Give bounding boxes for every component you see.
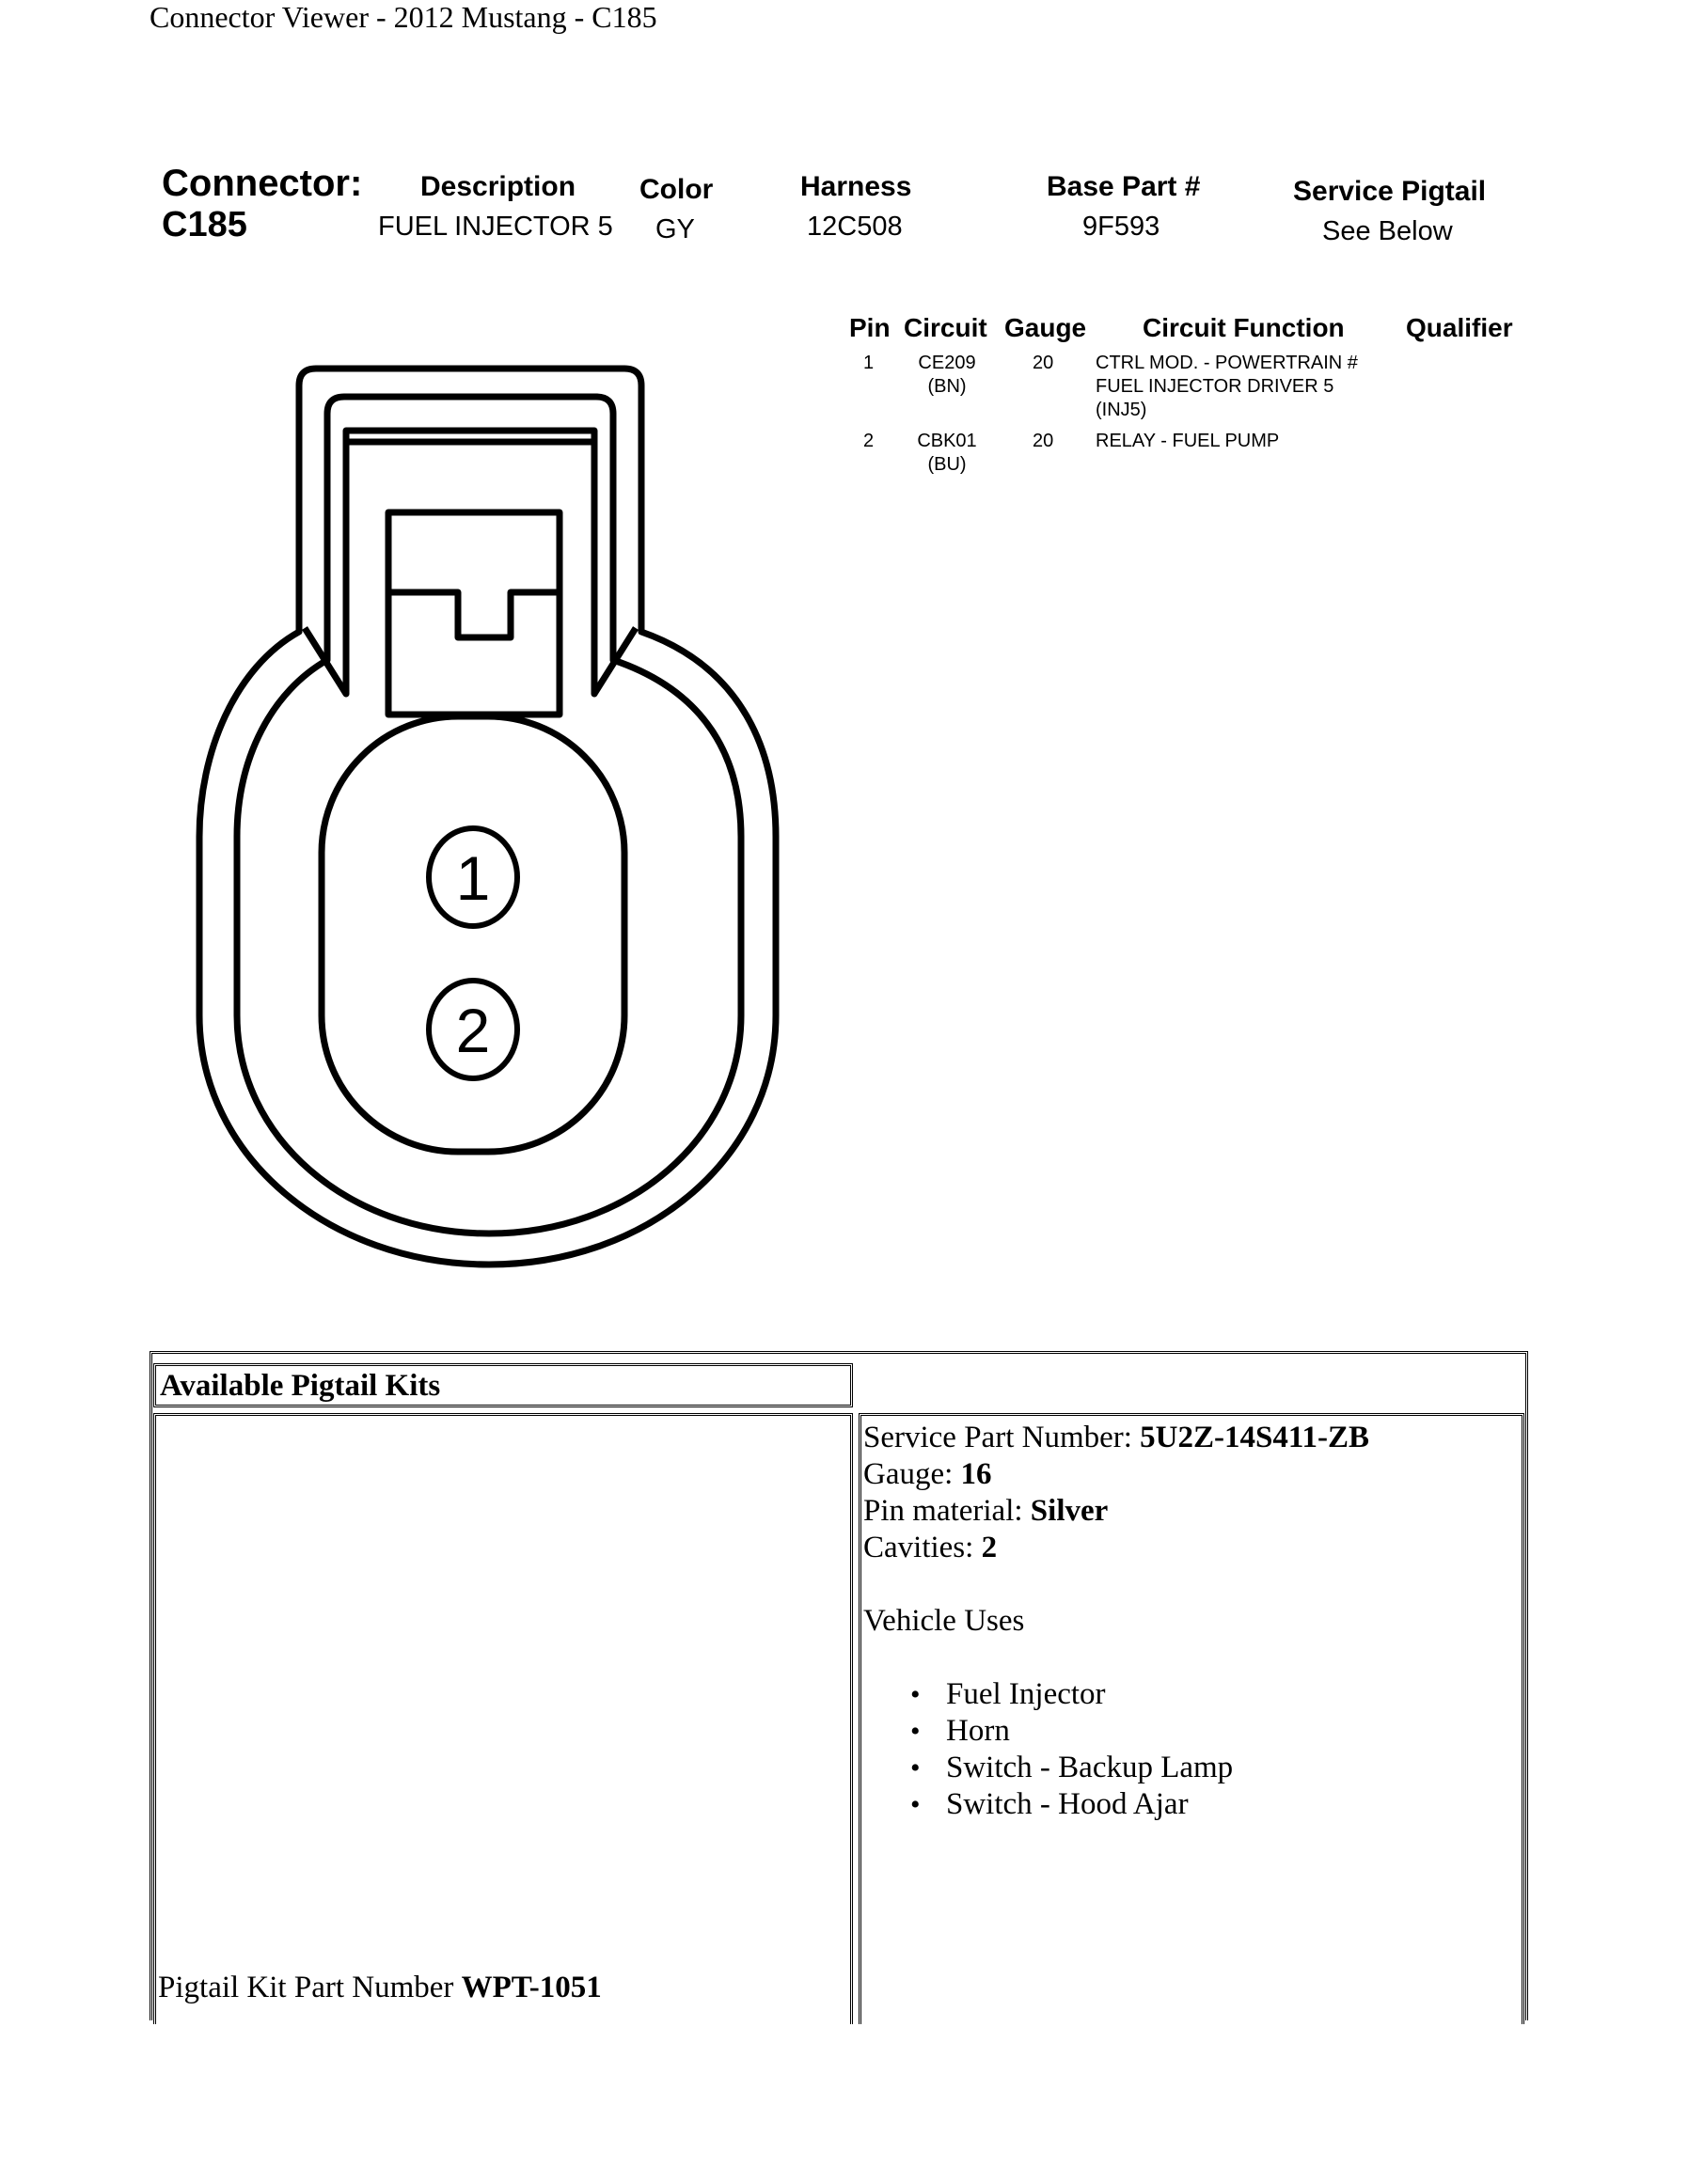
qualifier-column-header: Qualifier — [1406, 313, 1513, 342]
latch-window — [388, 512, 560, 715]
latch-notch — [388, 592, 560, 637]
circuit-id: CE209 — [918, 353, 976, 373]
vehicle-uses-label: Vehicle Uses — [863, 1604, 1025, 1638]
description-value: FUEL INJECTOR 5 — [378, 212, 613, 242]
vehicle-uses-list — [863, 1676, 1369, 1823]
pigtail-kit-image-cell — [153, 1413, 853, 2024]
service-pigtail-header: Service Pigtail — [1293, 176, 1487, 207]
pigtail-kit-details — [863, 1420, 1369, 1823]
wire-color: (BU) — [927, 454, 967, 475]
pigtail-gauge: Gauge: 16 — [863, 1457, 992, 1491]
base-part-header: Base Part # — [1047, 171, 1201, 202]
pin-2-label: 2 — [455, 996, 491, 1065]
pin-cavity-outline — [322, 716, 624, 1152]
pigtail-kit-header-cell — [153, 1363, 853, 1407]
color-header: Color — [639, 174, 714, 205]
circuit-function-line: RELAY - FUEL PUMP — [1096, 431, 1280, 451]
connector-outer-shell — [199, 369, 776, 1265]
harness-value: 12C508 — [807, 212, 903, 242]
list-item: • Fuel Injector — [863, 1676, 1369, 1713]
list-item: • Horn — [863, 1713, 1369, 1750]
pin-number: 2 — [863, 431, 875, 451]
circuit-function-line: FUEL INJECTOR DRIVER 5 — [1096, 376, 1334, 397]
service-pigtail-value: See Below — [1322, 216, 1453, 246]
pin-column-header: Pin — [849, 313, 891, 342]
color-value: GY — [655, 214, 695, 244]
gauge-column-header: Gauge — [1004, 313, 1087, 342]
pin-1-label: 1 — [455, 843, 491, 913]
page-title: Connector Viewer - 2012 Mustang - C185 — [150, 0, 657, 34]
connector-inner-shell — [237, 397, 741, 1233]
connector-id: C185 — [162, 205, 247, 244]
connector-face-diagram — [188, 357, 790, 1279]
latch-tab-outline — [305, 431, 636, 694]
harness-header: Harness — [800, 171, 912, 202]
circuit-column-header: Circuit — [904, 313, 987, 342]
pigtail-kit-header: Available Pigtail Kits — [160, 1369, 441, 1403]
circuit-function-line: CTRL MOD. - POWERTRAIN # — [1096, 353, 1358, 373]
pin-number: 1 — [863, 353, 875, 373]
service-part-number: Service Part Number: 5U2Z-14S411-ZB — [863, 1421, 1370, 1454]
base-part-value: 9F593 — [1082, 212, 1160, 242]
description-header: Description — [420, 171, 576, 202]
wire-gauge: 20 — [1033, 431, 1054, 451]
wire-color: (BN) — [927, 376, 967, 397]
circuit-function-column-header: Circuit Function — [1143, 313, 1345, 342]
circuit-function-line: (INJ5) — [1096, 400, 1147, 420]
pigtail-kit-part-number: Pigtail Kit Part Number WPT-1051 — [158, 1971, 602, 2004]
connector-label: Connector: — [162, 163, 363, 204]
list-item: • Switch - Hood Ajar — [863, 1786, 1369, 1823]
list-item: • Switch - Backup Lamp — [863, 1750, 1369, 1786]
circuit-id: CBK01 — [917, 431, 977, 451]
pin-material: Pin material: Silver — [863, 1494, 1109, 1528]
cavities: Cavities: 2 — [863, 1531, 998, 1564]
wire-gauge: 20 — [1033, 353, 1054, 373]
